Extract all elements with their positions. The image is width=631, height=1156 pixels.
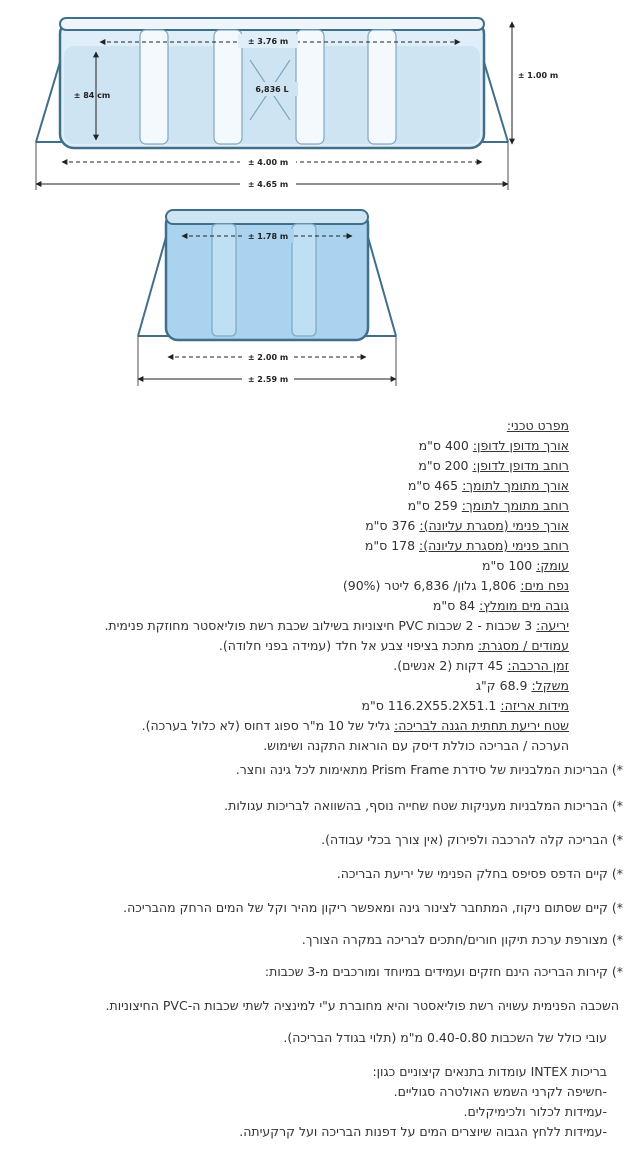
small-total-width-label: ± 2.59 m xyxy=(247,375,289,384)
large-inner-height-label: ± 84 cm xyxy=(73,91,111,100)
note-item: *) הבריכות המלבניות מעניקות שטח שחייה נוסף, בהשוואה לבריכות עגולות. xyxy=(224,798,623,813)
small-pool-top-frame xyxy=(166,210,368,224)
note-item: *) מצורפת ערכת תיקון חורים/חתכים לבריכה במקרה הצורך. xyxy=(301,932,623,947)
pool-dimension-diagram xyxy=(0,0,631,400)
note-item: *) הבריכה קלה להרכבה ולפירוק (אין צורך בכלי עבודה). xyxy=(321,832,623,847)
spec-row: יריעה: 3 שכבות - 2 שכבות PVC חיצוניות בשילוב שכבת רשת פוליאסטר מחוזקת פנימית. xyxy=(104,618,569,633)
spec-heading: מפרט טכני: xyxy=(506,418,569,433)
thickness-text: עובי כולל של השכבות 0.40-0.80 מ"מ (תלוי בגודל הבריכה). xyxy=(283,1030,607,1045)
spec-row: רוחב פנימי (מסגרת עליונה): 178 ס"מ xyxy=(364,538,569,553)
spec-row: גובה מים מומלץ: 84 ס"מ xyxy=(432,598,569,613)
large-top-length-label: ± 3.76 m xyxy=(247,37,289,46)
large-pool-side-view xyxy=(36,18,558,190)
intex-item: -חשיפה לקרני השמש האולטרה סגוליים. xyxy=(393,1084,607,1099)
large-bottom-length-label: ± 4.00 m xyxy=(247,158,289,167)
large-pool-top-frame xyxy=(60,18,484,30)
note-item: *) קיים שסתום ניקוז, המתחבר לצינור גינה ומאפשר ריקון מהיר וקל של המים הרחק מהבריכה. xyxy=(123,900,623,915)
large-total-height-label: ± 1.00 m xyxy=(517,71,559,80)
spec-row: הערכה / הבריכה כוללת דיסק עם הוראות התקנה ושימוש. xyxy=(263,738,569,753)
spec-row: עמודים / מסגרת: מתכת בציפוי צבע אל חלד (עמידה בפני חלודה). xyxy=(218,638,569,653)
large-total-length-label: ± 4.65 m xyxy=(247,180,289,189)
spec-row: רוחב מתומך לתומך: 259 ס"מ xyxy=(407,498,569,513)
spec-row: נפח מים: 1,806 גלון/ 6,836 ליטר (90%) xyxy=(342,578,569,593)
layers-text: השכבה הפנימית עשויה רשת פוליאסטר והיא מחוברת ע"י למינציה לשתי שכבות ה-PVC החיצוניות. xyxy=(105,998,619,1013)
spec-row: שטח יריעת תחתית הגנה לבריכה: גליל של 10 מ"ר ספוג דחוס (לא כלול בערכה). xyxy=(141,718,569,733)
spec-row: מידות אריזה: 116.2X55.2X51.1 ס"מ xyxy=(361,698,569,713)
spec-row: משקל: 68.9 ק"ג xyxy=(475,678,569,693)
small-bottom-width-label: ± 2.00 m xyxy=(247,353,289,362)
small-top-width-label: ± 1.78 m xyxy=(247,232,289,241)
spec-row: רוחב מדופן לדופן: 200 ס"מ xyxy=(418,458,569,473)
intex-heading: בריכות INTEX עומדות בתנאים קיצוניים כגון: xyxy=(372,1064,607,1079)
note-item: *) הבריכות המלבניות של סידרת Prism Frame מתאימות לכל גינה וחצר. xyxy=(235,762,623,777)
small-pool-end-view xyxy=(138,210,396,386)
intex-item: -עמידות לכלור ולכימיקלים. xyxy=(463,1104,607,1119)
large-volume-label: 6,836 L xyxy=(255,85,289,94)
note-item: *) קיים הדפס פסיפס בחלק הפנימי של יריעת הבריכה. xyxy=(336,866,623,881)
note-item: *) קירות הבריכה הינם חזקים ועמידים במיוחד ומורכבים מ-3 שכבות: xyxy=(264,964,623,979)
spec-row: אורך מדופן לדופן: 400 ס"מ xyxy=(418,438,569,453)
technical-spec xyxy=(9,416,569,756)
spec-row: עומק: 100 ס"מ xyxy=(482,558,569,573)
spec-row: זמן הרכבה: 45 דקות (2 אנשים). xyxy=(393,658,569,673)
spec-row: אורך פנימי (מסגרת עליונה): 376 ס"מ xyxy=(365,518,569,533)
spec-row: אורך מתומך לתומך: 465 ס"מ xyxy=(407,478,569,493)
intex-item: -עמידות ללחץ הגבוה שיוצרים המים על דפנות הבריכה ועל קרקעיתה. xyxy=(239,1124,607,1139)
